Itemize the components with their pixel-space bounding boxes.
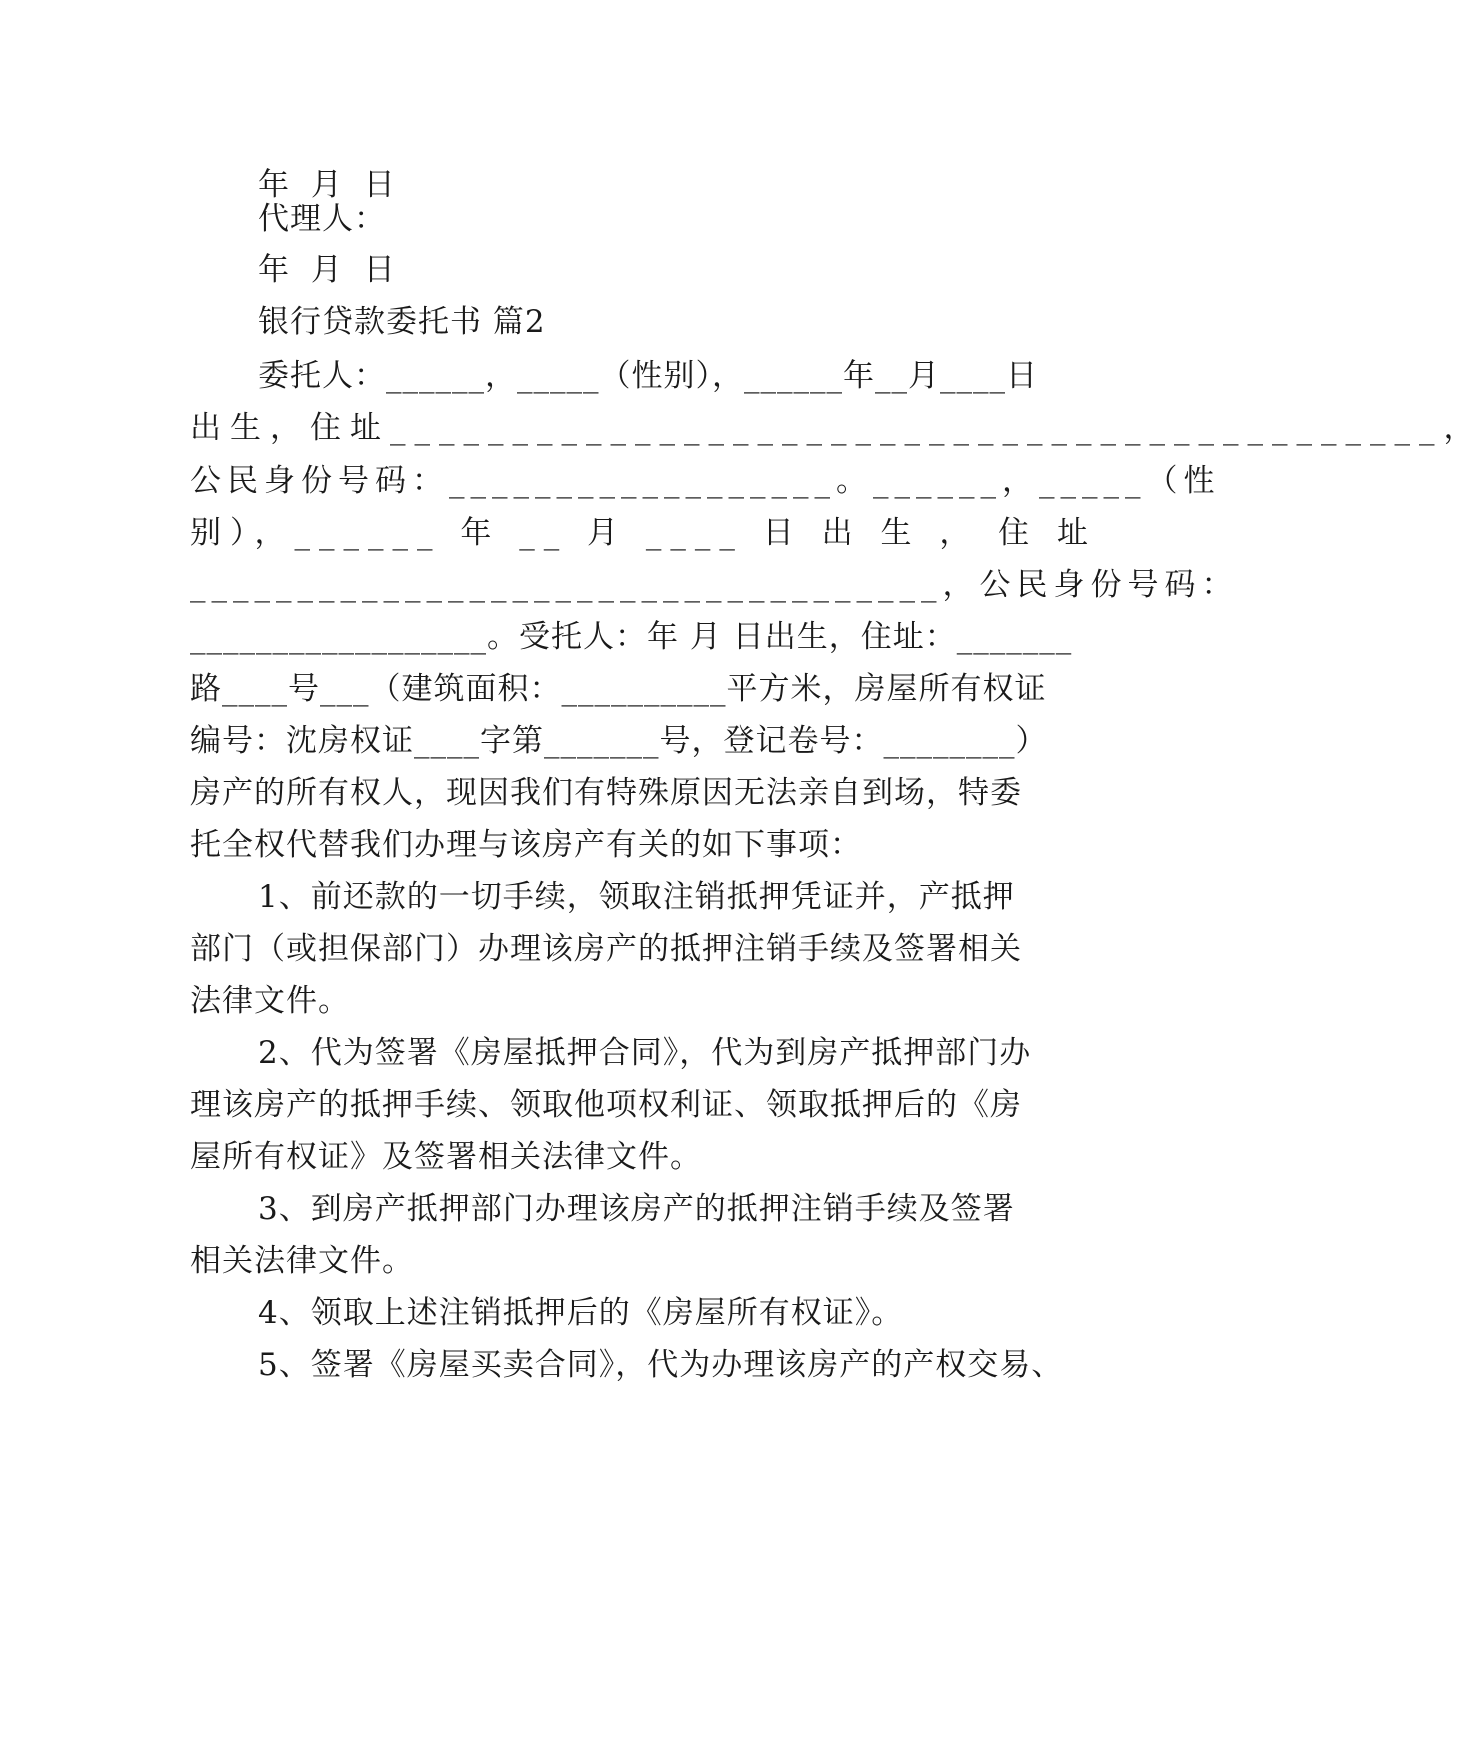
text-line: 别），______ 年 __ 月 ____ 日 出 生 ， 住 址 [190,515,1098,551]
list-item: 3、到房产抵押部门办理该房产的抵押注销手续及签署 [258,1191,1015,1227]
text-line: 法律文件。 [190,983,350,1019]
text-line: 屋所有权证》及签署相关法律文件。 [190,1139,702,1175]
text-line: __________________。受托人：年 月 日出生，住址：_______ [190,619,1073,655]
list-item: 2、代为签署《房屋抵押合同》，代为到房产抵押部门办 [258,1035,1032,1071]
text-line: 编号：沈房权证____字第_______号，登记卷号：________） [190,723,1048,759]
list-item: 4、领取上述注销抵押后的《房屋所有权证》。 [258,1295,904,1331]
text-line: 部门（或担保部门）办理该房产的抵押注销手续及签署相关 [190,931,1022,967]
text-line: 路____号___（建筑面积：__________平方米，房屋所有权证 [190,671,1047,707]
text-line: 出生，住址___________________________________________， [190,410,1484,446]
section-title: 银行贷款委托书 篇2 [258,304,546,340]
text-line: 相关法律文件。 [190,1243,414,1279]
list-item: 1、前还款的一切手续，领取注销抵押凭证并，产抵押 [258,879,1015,915]
text-line: 理该房产的抵押手续、领取他项权利证、领取抵押后的《房 [190,1087,1022,1123]
text-line: ___________________________________，公民身份号码： [190,567,1239,603]
date-line: 年 月 日 [258,252,401,288]
list-item: 5、签署《房屋买卖合同》，代为办理该房产的产权交易、 [258,1347,1064,1383]
text-line: 托全权代替我们办理与该房产有关的如下事项： [190,827,862,863]
text-line: 委托人：______，_____（性别），______年__月____日 [258,358,1038,394]
date-line: 年 月 日 [258,167,401,203]
agent-label: 代理人： [258,201,386,237]
text-line: 公民身份号码：__________________。______，_____（性 [190,463,1221,499]
text-line: 房产的所有权人，现因我们有特殊原因无法亲自到场，特委 [190,775,1022,811]
